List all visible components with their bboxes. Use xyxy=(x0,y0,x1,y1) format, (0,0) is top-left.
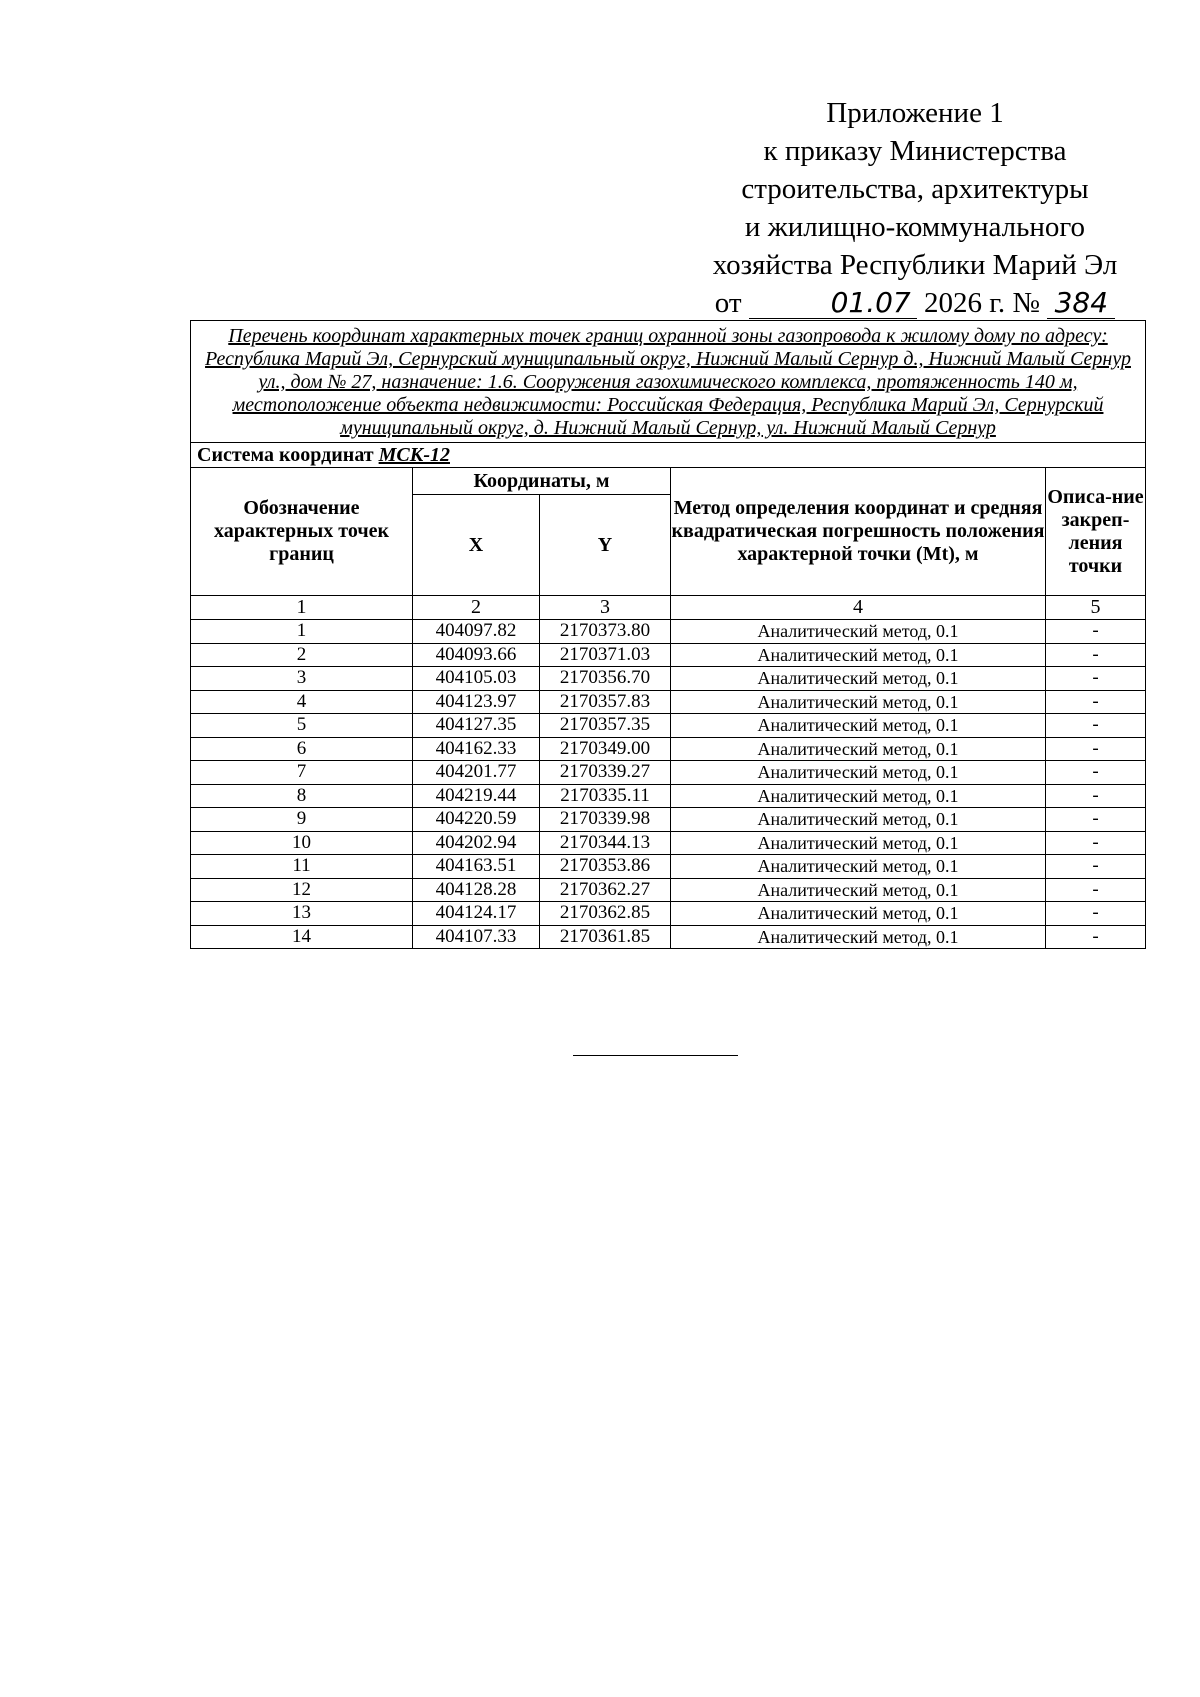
cell-y: 2170339.27 xyxy=(540,761,671,785)
cell-method: Аналитический метод, 0.1 xyxy=(671,902,1046,926)
cell-method: Аналитический метод, 0.1 xyxy=(671,831,1046,855)
cell-method: Аналитический метод, 0.1 xyxy=(671,667,1046,691)
cell-description: - xyxy=(1046,690,1146,714)
header-y: Y xyxy=(540,495,671,596)
cell-x: 404127.35 xyxy=(413,714,540,738)
table-row xyxy=(191,690,1146,714)
appendix-header xyxy=(700,94,1130,322)
table-row xyxy=(191,667,1146,691)
cell-method: Аналитический метод, 0.1 xyxy=(671,925,1046,949)
column-number: 5 xyxy=(1046,596,1146,620)
cell-point: 4 xyxy=(191,690,413,714)
table-row xyxy=(191,620,1146,644)
table-row xyxy=(191,902,1146,926)
header-point: Обозначение характерных точек границ xyxy=(191,468,413,596)
cell-y: 2170362.27 xyxy=(540,878,671,902)
table-row xyxy=(191,925,1146,949)
cell-y: 2170373.80 xyxy=(540,620,671,644)
header-line-2: к приказу Министерства xyxy=(763,135,1067,167)
coordinates-table xyxy=(190,320,1146,949)
cell-y: 2170362.85 xyxy=(540,902,671,926)
cell-y: 2170339.98 xyxy=(540,808,671,832)
cell-point: 6 xyxy=(191,737,413,761)
header-line-3: строительства, архитектуры xyxy=(741,173,1089,205)
cell-point: 3 xyxy=(191,667,413,691)
handwritten-order-number: 384 xyxy=(1047,288,1115,319)
cell-x: 404124.17 xyxy=(413,902,540,926)
header-x: X xyxy=(413,495,540,596)
cell-description: - xyxy=(1046,620,1146,644)
cell-method: Аналитический метод, 0.1 xyxy=(671,784,1046,808)
table-title: Перечень координат характерных точек границ охранной зоны газопровода к жилому дому по адресу: Республика Марий Эл, Сернурский муниципальный округ, Нижний Малый Сернур д., Нижний Малый Сернур ул., дом № 27, назначение: 1.6. Сооружения газохимического комплекса, протяженность 140 м, местоположение объекта недвижимости: Российская Федерация, Республика Марий Эл, Сернурский муниципальный округ, д. Нижний Малый Сернур, ул. Нижний Малый Сернур xyxy=(191,321,1146,443)
header-coordinates: Координаты, м xyxy=(413,468,671,495)
cell-method: Аналитический метод, 0.1 xyxy=(671,855,1046,879)
cell-description: - xyxy=(1046,855,1146,879)
cell-x: 404128.28 xyxy=(413,878,540,902)
cell-y: 2170356.70 xyxy=(540,667,671,691)
cell-method: Аналитический метод, 0.1 xyxy=(671,808,1046,832)
table-row xyxy=(191,643,1146,667)
cell-x: 404163.51 xyxy=(413,855,540,879)
cell-point: 5 xyxy=(191,714,413,738)
table-row xyxy=(191,878,1146,902)
table-row xyxy=(191,808,1146,832)
cell-point: 13 xyxy=(191,902,413,926)
cell-method: Аналитический метод, 0.1 xyxy=(671,714,1046,738)
column-number: 4 xyxy=(671,596,1046,620)
cell-description: - xyxy=(1046,925,1146,949)
cell-point: 2 xyxy=(191,643,413,667)
cell-description: - xyxy=(1046,643,1146,667)
cell-y: 2170335.11 xyxy=(540,784,671,808)
closing-rule xyxy=(573,1055,738,1056)
cell-method: Аналитический метод, 0.1 xyxy=(671,761,1046,785)
cell-point: 12 xyxy=(191,878,413,902)
cell-description: - xyxy=(1046,878,1146,902)
header-line-5: хозяйства Республики Марий Эл xyxy=(712,249,1118,281)
coordinate-system-value: МСК-12 xyxy=(378,443,450,466)
column-number: 1 xyxy=(191,596,413,620)
appendix-title: Приложение 1 xyxy=(826,97,1004,129)
cell-point: 9 xyxy=(191,808,413,832)
cell-x: 404162.33 xyxy=(413,737,540,761)
header-line-4: и жилищно-коммунального xyxy=(744,211,1086,243)
cell-x: 404123.97 xyxy=(413,690,540,714)
cell-point: 11 xyxy=(191,855,413,879)
cell-description: - xyxy=(1046,808,1146,832)
cell-method: Аналитический метод, 0.1 xyxy=(671,620,1046,644)
cell-x: 404107.33 xyxy=(413,925,540,949)
table-title-row xyxy=(191,321,1146,443)
cell-point: 14 xyxy=(191,925,413,949)
cell-y: 2170344.13 xyxy=(540,831,671,855)
cell-y: 2170361.85 xyxy=(540,925,671,949)
cell-y: 2170357.35 xyxy=(540,714,671,738)
cell-x: 404097.82 xyxy=(413,620,540,644)
cell-point: 10 xyxy=(191,831,413,855)
cell-x: 404093.66 xyxy=(413,643,540,667)
cell-description: - xyxy=(1046,902,1146,926)
column-number: 3 xyxy=(540,596,671,620)
cell-method: Аналитический метод, 0.1 xyxy=(671,878,1046,902)
coordinate-system xyxy=(191,443,1146,468)
handwritten-date: 01.07 xyxy=(749,288,917,319)
cell-method: Аналитический метод, 0.1 xyxy=(671,737,1046,761)
header-description: Описа-ние закреп-ления точки xyxy=(1046,468,1146,596)
cell-y: 2170371.03 xyxy=(540,643,671,667)
cell-point: 1 xyxy=(191,620,413,644)
cell-method: Аналитический метод, 0.1 xyxy=(671,643,1046,667)
cell-description: - xyxy=(1046,714,1146,738)
table-row xyxy=(191,855,1146,879)
cell-description: - xyxy=(1046,737,1146,761)
column-number-row xyxy=(191,596,1146,620)
table-row xyxy=(191,737,1146,761)
cell-x: 404220.59 xyxy=(413,808,540,832)
cell-x: 404202.94 xyxy=(413,831,540,855)
cell-x: 404105.03 xyxy=(413,667,540,691)
cell-description: - xyxy=(1046,831,1146,855)
cell-y: 2170357.83 xyxy=(540,690,671,714)
cell-y: 2170349.00 xyxy=(540,737,671,761)
table-row xyxy=(191,714,1146,738)
cell-description: - xyxy=(1046,667,1146,691)
coordinate-system-row xyxy=(191,443,1146,468)
cell-x: 404201.77 xyxy=(413,761,540,785)
coordinate-system-label: Система координат xyxy=(197,443,374,466)
table-row xyxy=(191,761,1146,785)
header-method: Метод определения координат и средняя квадратическая погрешность положения характерной точки (Mt), м xyxy=(671,468,1046,596)
cell-description: - xyxy=(1046,784,1146,808)
cell-x: 404219.44 xyxy=(413,784,540,808)
cell-method: Аналитический метод, 0.1 xyxy=(671,690,1046,714)
column-number: 2 xyxy=(413,596,540,620)
table-row xyxy=(191,831,1146,855)
cell-point: 7 xyxy=(191,761,413,785)
date-prefix: от xyxy=(714,287,742,319)
header-row xyxy=(191,468,1146,495)
table-row xyxy=(191,784,1146,808)
year-suffix: 2026 г. № xyxy=(924,287,1041,319)
order-date-line xyxy=(700,284,1130,322)
cell-point: 8 xyxy=(191,784,413,808)
cell-description: - xyxy=(1046,761,1146,785)
cell-y: 2170353.86 xyxy=(540,855,671,879)
